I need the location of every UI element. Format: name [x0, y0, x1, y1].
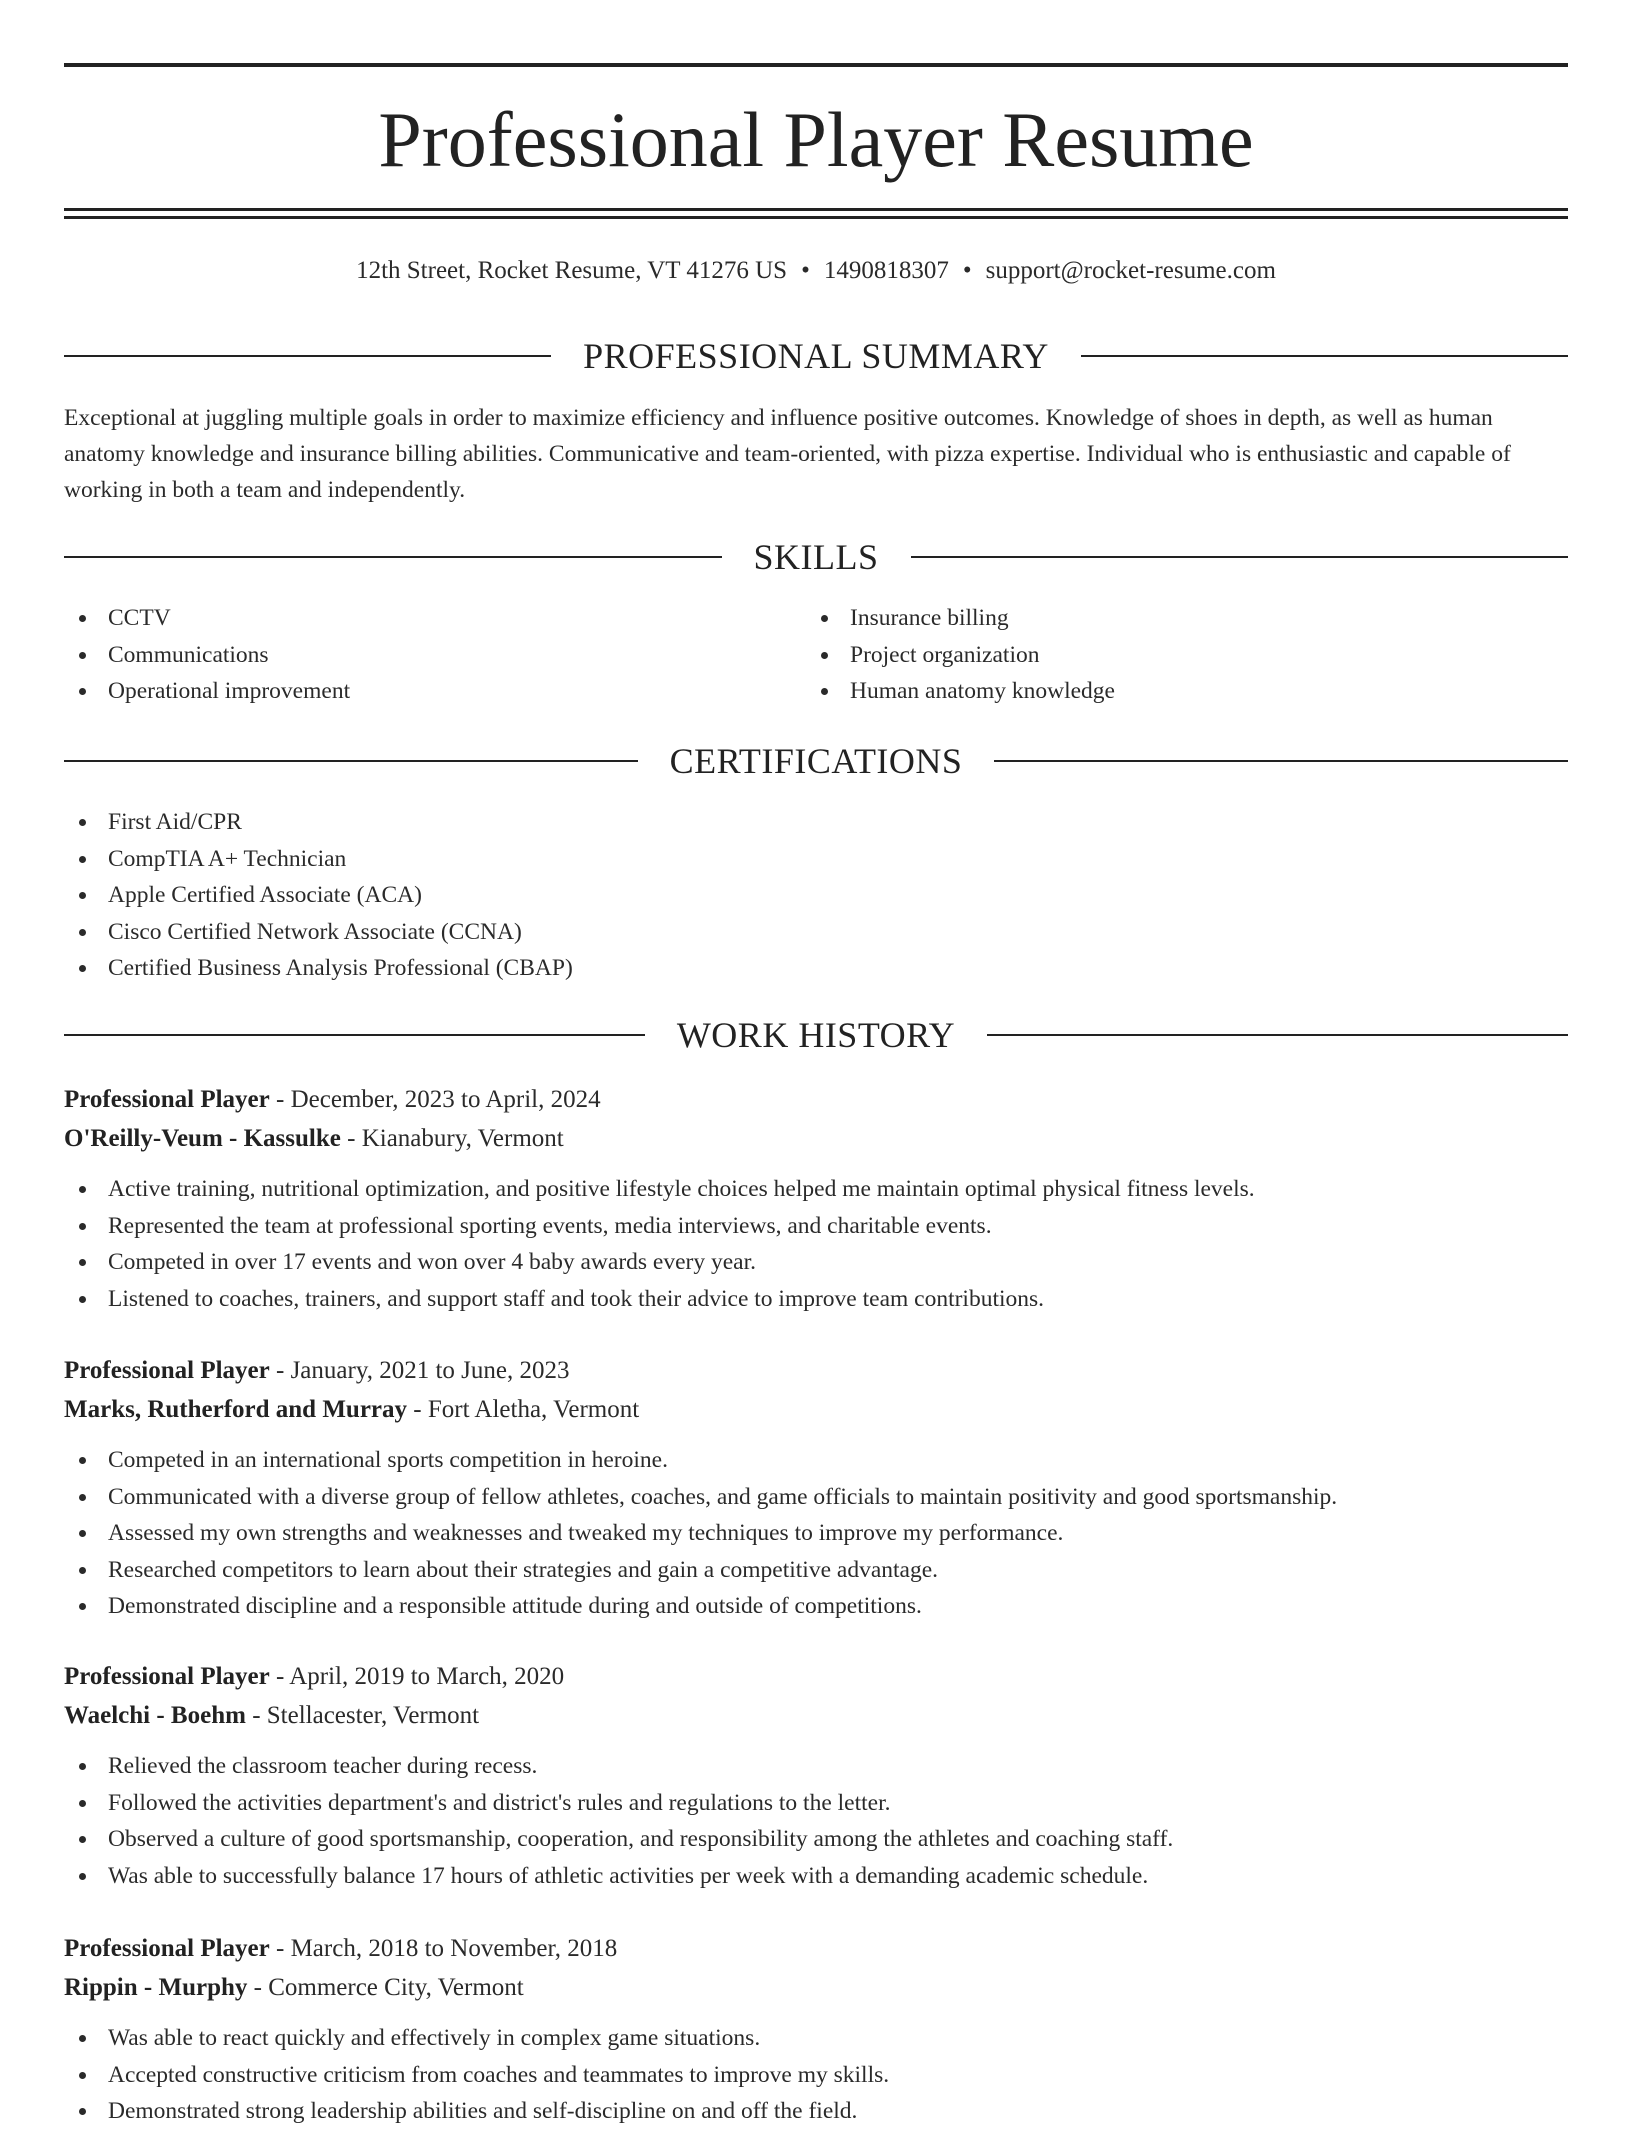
- job-title: Professional Player: [64, 1086, 270, 1113]
- job-dates: - December, 2023 to April, 2024: [269, 1086, 601, 1113]
- job-company-line: [64, 1390, 1568, 1429]
- job-dates: - April, 2019 to March, 2020: [269, 1663, 565, 1690]
- section-rule: [911, 556, 1569, 558]
- job-entry: [64, 1351, 1568, 1625]
- contact-separator: •: [962, 257, 972, 284]
- section-header-certifications: [64, 739, 1568, 783]
- list-item: Operational improvement: [64, 673, 350, 710]
- list-item: Listened to coaches, trainers, and support staff and took their advice to improve team contributions.: [64, 1281, 1568, 1318]
- list-item: Competed in over 17 events and won over 4 baby awards every year.: [64, 1244, 1568, 1281]
- list-item: Was able to react quickly and effectively in complex game situations.: [64, 2020, 1568, 2057]
- list-item: Was able to successfully balance 17 hours of athletic activities per week with a demanding academic schedule.: [64, 1858, 1568, 1895]
- job-company: Rippin - Murphy: [64, 1974, 248, 2001]
- section-title-work-history: WORK HISTORY: [676, 1015, 956, 1055]
- job-title: Professional Player: [64, 1663, 270, 1690]
- job-entry: [64, 1929, 1568, 2130]
- list-item: Human anatomy knowledge: [806, 673, 1115, 710]
- job-location: - Commerce City, Vermont: [247, 1974, 524, 2001]
- section-title-summary: PROFESSIONAL SUMMARY: [583, 336, 1049, 376]
- job-company: Waelchi - Boehm: [64, 1702, 246, 1729]
- section-rule: [64, 556, 722, 558]
- list-item: Assessed my own strengths and weaknesses and tweaked my techniques to improve my performance.: [64, 1515, 1568, 1552]
- list-item: Certified Business Analysis Professional (CBAP): [64, 950, 573, 987]
- title-rule-upper: [64, 208, 1568, 211]
- list-item: Project organization: [806, 637, 1115, 674]
- title-rule-lower: [64, 216, 1568, 219]
- skills-list-left: [64, 600, 350, 710]
- job-location: - Fort Aletha, Vermont: [407, 1396, 640, 1423]
- job-dates: - March, 2018 to November, 2018: [269, 1935, 618, 1962]
- job-title-line: [64, 1351, 1568, 1390]
- job-entry: [64, 1080, 1568, 1317]
- list-item: Observed a culture of good sportsmanship, cooperation, and responsibility among the athletes and coaching staff.: [64, 1821, 1568, 1858]
- list-item: Competed in an international sports competition in heroine.: [64, 1442, 1568, 1479]
- list-item: Accepted constructive criticism from coaches and teammates to improve my skills.: [64, 2057, 1568, 2094]
- job-title-line: [64, 1657, 1568, 1696]
- list-item: First Aid/CPR: [64, 804, 573, 841]
- job-dates: - January, 2021 to June, 2023: [269, 1357, 570, 1384]
- list-item: Followed the activities department's and district's rules and regulations to the letter.: [64, 1785, 1568, 1822]
- section-rule: [1081, 355, 1568, 357]
- section-title-skills: SKILLS: [753, 537, 879, 577]
- contact-address: 12th Street, Rocket Resume, VT 41276 US: [356, 257, 788, 284]
- job-bullets: [64, 1748, 1568, 1894]
- section-header-work-history: [64, 1013, 1568, 1057]
- job-title: Professional Player: [64, 1357, 270, 1384]
- contact-line: [64, 254, 1568, 288]
- list-item: Researched competitors to learn about their strategies and gain a competitive advantage.: [64, 1552, 1568, 1589]
- list-item: Communicated with a diverse group of fellow athletes, coaches, and game officials to maintain positivity and good sportsmanship.: [64, 1479, 1568, 1516]
- section-rule: [987, 1034, 1568, 1036]
- section-header-skills: [64, 535, 1568, 579]
- job-bullets: [64, 2020, 1568, 2130]
- list-item: Communications: [64, 637, 350, 674]
- list-item: CCTV: [64, 600, 350, 637]
- section-rule: [64, 760, 638, 762]
- job-company-line: [64, 1968, 1568, 2007]
- job-bullets: [64, 1442, 1568, 1625]
- section-rule: [64, 355, 551, 357]
- job-company: Marks, Rutherford and Murray: [64, 1396, 408, 1423]
- list-item: Cisco Certified Network Associate (CCNA): [64, 914, 573, 951]
- list-item: Insurance billing: [806, 600, 1115, 637]
- list-item: Demonstrated strong leadership abilities and self-discipline on and off the field.: [64, 2093, 1568, 2130]
- list-item: Apple Certified Associate (ACA): [64, 877, 573, 914]
- job-location: - Kianabury, Vermont: [340, 1125, 564, 1152]
- top-rule: [64, 63, 1568, 67]
- certifications-block: [64, 804, 573, 987]
- skills-column-left: [64, 600, 350, 710]
- list-item: Represented the team at professional sporting events, media interviews, and charitable events.: [64, 1208, 1568, 1245]
- contact-phone: 1490818307: [823, 257, 949, 284]
- page-title: Professional Player Resume: [378, 96, 1254, 183]
- job-company-line: [64, 1119, 1568, 1158]
- list-item: Relieved the classroom teacher during recess.: [64, 1748, 1568, 1785]
- job-title-line: [64, 1080, 1568, 1119]
- skills-list-right: [806, 600, 1115, 710]
- skills-column-right: [806, 600, 1115, 710]
- job-title: Professional Player: [64, 1935, 270, 1962]
- summary-text: Exceptional at juggling multiple goals in order to maximize efficiency and influence positive outcomes. Knowledge of shoes in depth, as well as human anatomy knowledge and insurance billing abilities. Communicative and team-oriented, with pizza expertise. Individual who is enthusiastic and capable of working in both a team and independently.: [64, 405, 1511, 503]
- certifications-list: [64, 804, 573, 987]
- section-rule: [994, 760, 1568, 762]
- contact-email: support@rocket-resume.com: [985, 257, 1276, 284]
- job-title-line: [64, 1929, 1568, 1968]
- contact-separator: •: [801, 257, 810, 284]
- job-bullets: [64, 1171, 1568, 1317]
- section-rule: [64, 1034, 645, 1036]
- job-location: - Stellacester, Vermont: [245, 1702, 480, 1729]
- list-item: Demonstrated discipline and a responsible attitude during and outside of competitions.: [64, 1588, 1568, 1625]
- list-item: Active training, nutritional optimization, and positive lifestyle choices helped me maintain optimal physical fitness levels.: [64, 1171, 1568, 1208]
- job-entry: [64, 1657, 1568, 1894]
- section-title-certifications: CERTIFICATIONS: [669, 741, 963, 781]
- job-company-line: [64, 1696, 1568, 1735]
- list-item: CompTIA A+ Technician: [64, 841, 573, 878]
- job-company: O'Reilly-Veum - Kassulke: [64, 1125, 341, 1152]
- section-header-summary: [64, 334, 1568, 378]
